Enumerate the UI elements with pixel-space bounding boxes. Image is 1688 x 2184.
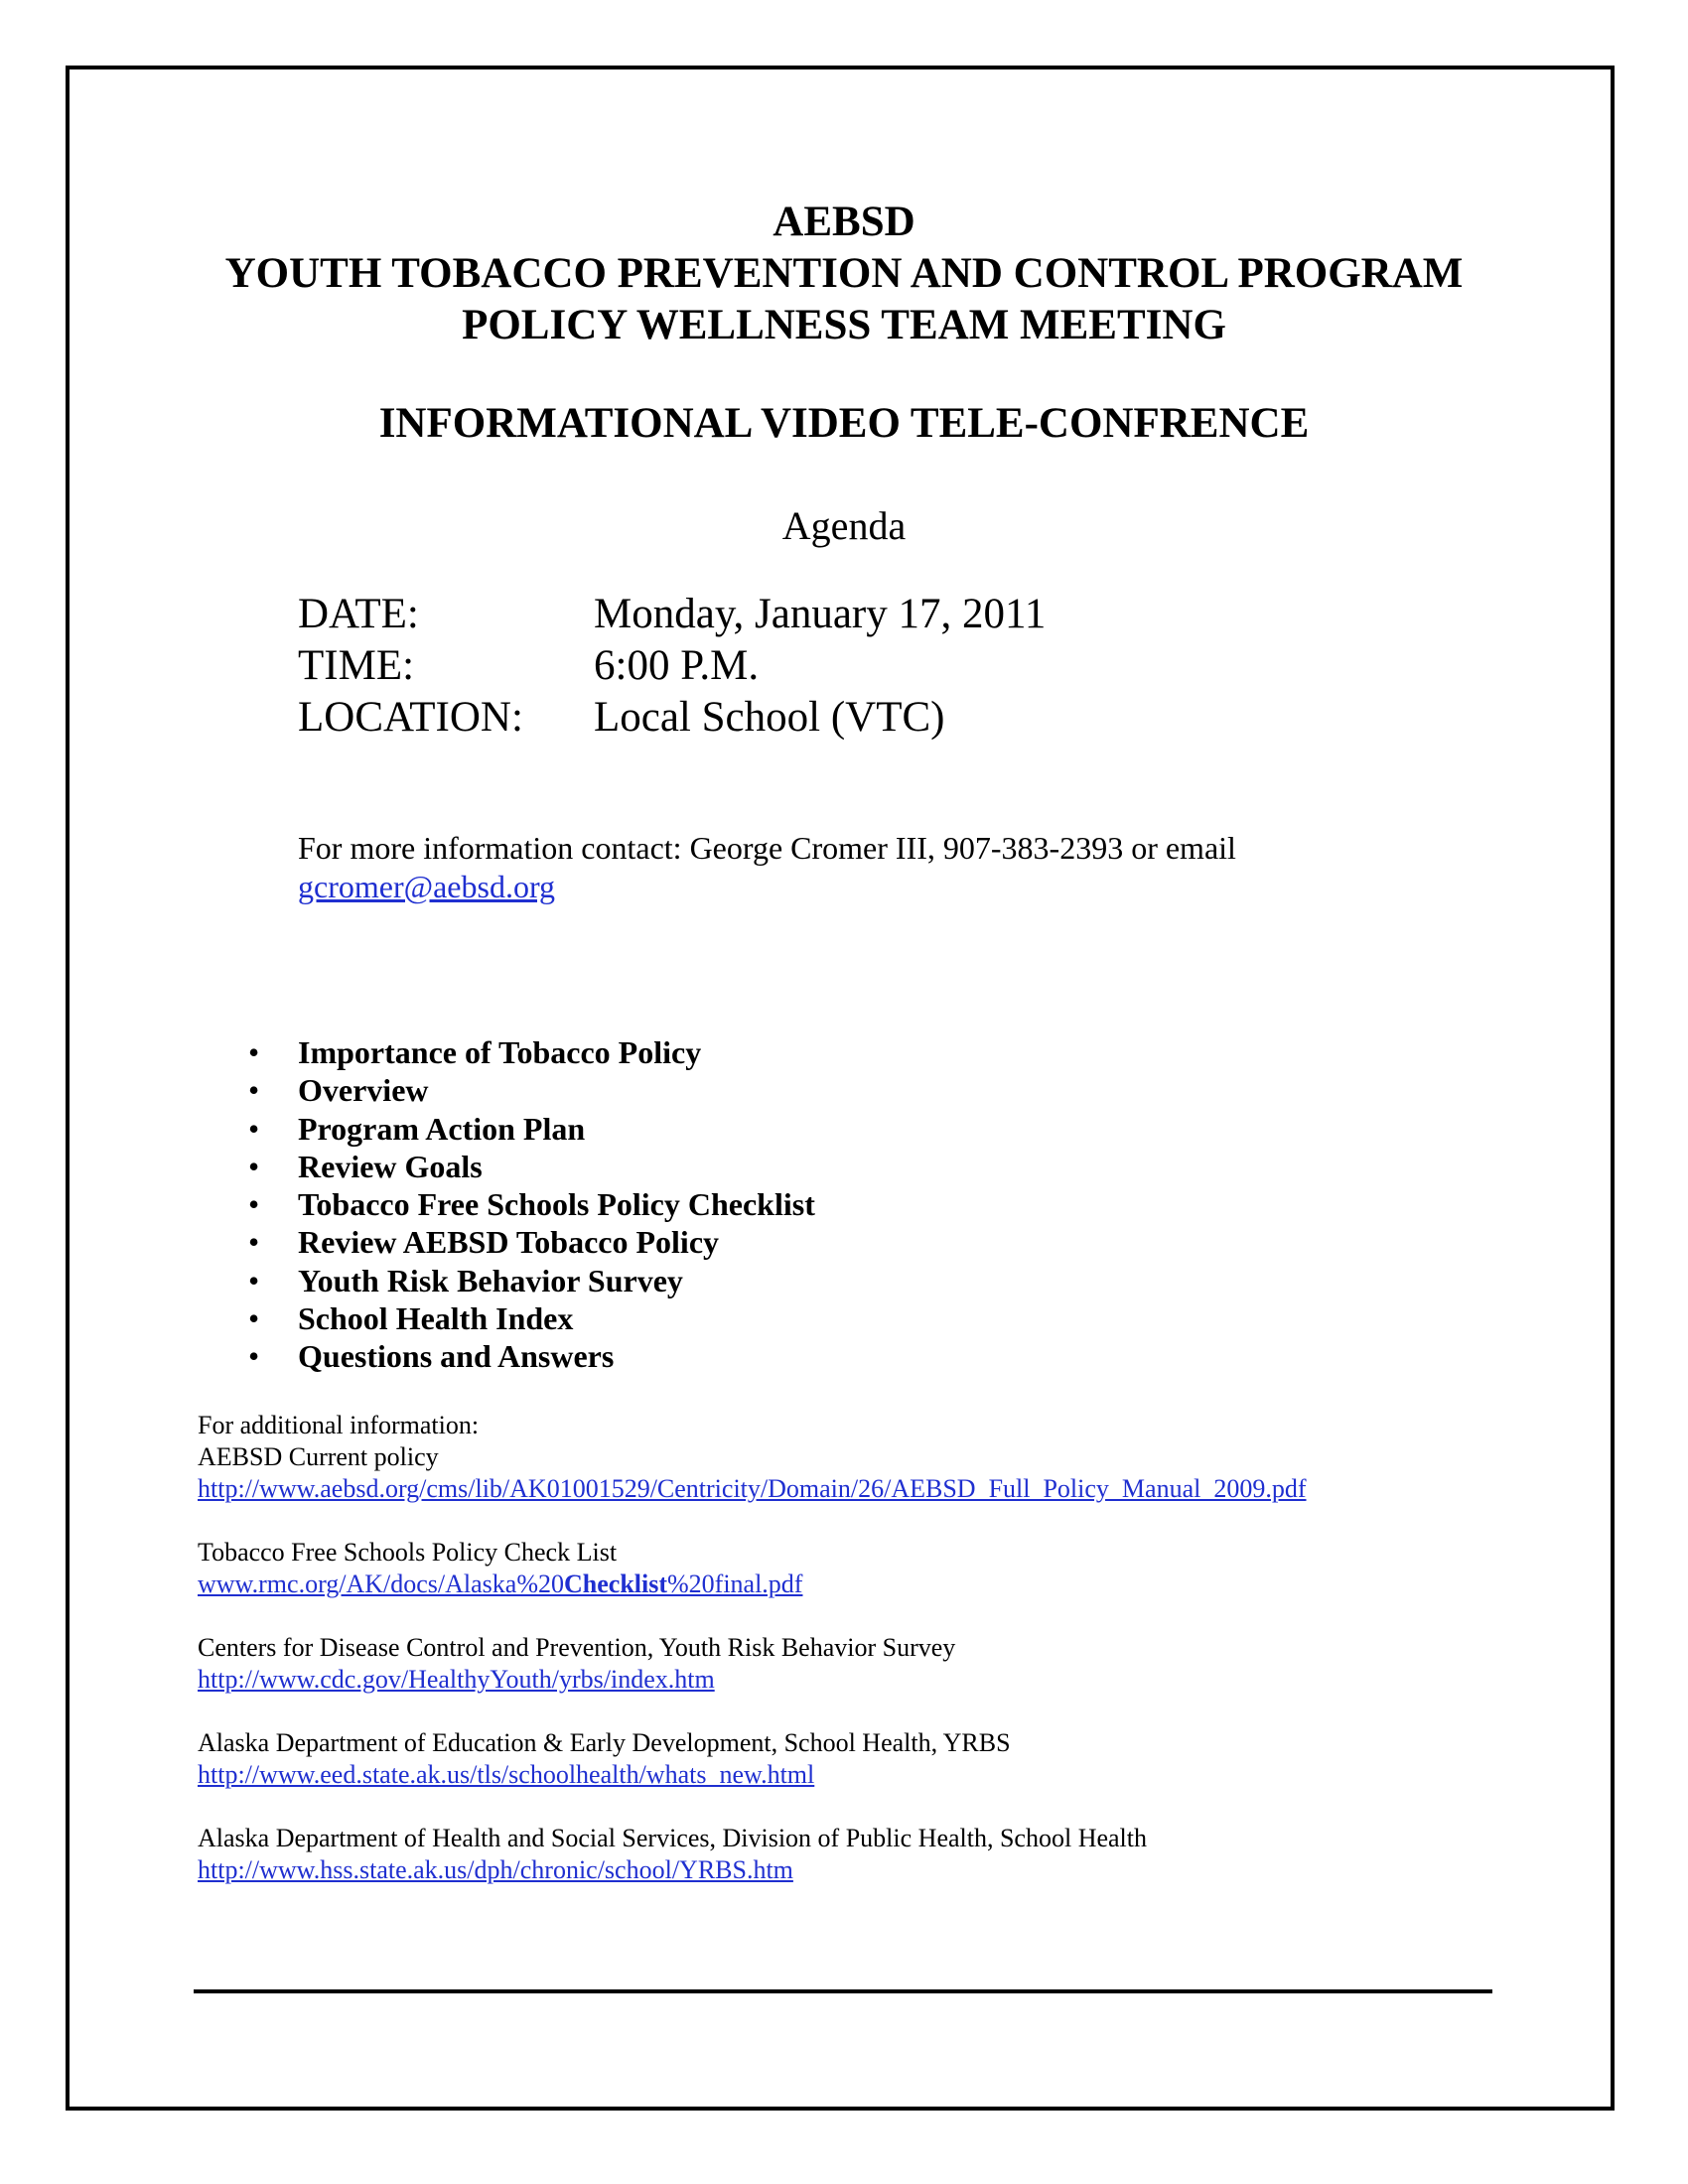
agenda-list <box>248 1033 815 1376</box>
resource-title: Centers for Disease Control and Prevention, Youth Risk Behavior Survey <box>198 1633 956 1662</box>
bullet-icon: • <box>248 1262 260 1298</box>
time-label: TIME: <box>298 642 415 689</box>
agenda-item: • Tobacco Free Schools Policy Checklist <box>248 1186 815 1223</box>
bullet-icon: • <box>248 1186 260 1223</box>
agenda-item: • Review AEBSD Tobacco Policy <box>248 1224 720 1261</box>
location-label: LOCATION: <box>298 694 523 741</box>
agenda-heading: Agenda <box>781 503 907 548</box>
subtitle: INFORMATIONAL VIDEO TELE-CONFRENCE <box>378 400 1310 447</box>
meeting-title: POLICY WELLNESS TEAM MEETING <box>462 302 1226 348</box>
resource-link[interactable]: www.rmc.org/AK/docs/Alaska%20Checklist%20final.pdf <box>198 1570 803 1598</box>
agenda-item: • Overview <box>248 1072 429 1109</box>
agenda-item: • School Health Index <box>248 1300 574 1337</box>
bullet-icon: • <box>248 1110 260 1147</box>
resource-title: Alaska Department of Education & Early Development, School Health, YRBS <box>198 1728 1011 1757</box>
resource-title: Alaska Department of Health and Social Services, Division of Public Health, School Health <box>198 1824 1147 1852</box>
resource-link[interactable]: http://www.hss.state.ak.us/dph/chronic/school/YRBS.htm <box>198 1855 793 1884</box>
bullet-icon: • <box>248 1034 260 1070</box>
time-value: 6:00 P.M. <box>594 642 760 689</box>
bullet-icon: • <box>248 1224 260 1261</box>
resource-link[interactable]: http://www.eed.state.ak.us/tls/schoolhealth/whats_new.html <box>198 1760 815 1789</box>
bullet-icon: • <box>248 1148 260 1184</box>
contact-text: For more information contact: George Cromer III, 907-383-2393 or email <box>298 830 1236 866</box>
agenda-item: • Importance of Tobacco Policy <box>248 1034 702 1070</box>
resource-title: Tobacco Free Schools Policy Check List <box>198 1538 618 1567</box>
resource-title: AEBSD Current policy <box>198 1442 439 1471</box>
footer-rule <box>194 1989 1492 1993</box>
resource-cdc-yrbs <box>198 1632 955 1696</box>
resource-eed <box>198 1727 1011 1791</box>
resource-checklist <box>198 1537 802 1600</box>
resources-intro: For additional information: <box>198 1411 480 1439</box>
bullet-icon: • <box>248 1338 260 1375</box>
agenda-item: • Program Action Plan <box>248 1110 586 1147</box>
bullet-icon: • <box>248 1300 260 1337</box>
contact-email-link[interactable]: gcromer@aebsd.org <box>298 869 556 904</box>
resource-hss <box>198 1823 1147 1886</box>
date-label: DATE: <box>298 591 419 637</box>
contact-block <box>298 829 1236 906</box>
agenda-item: • Youth Risk Behavior Survey <box>248 1262 683 1298</box>
location-value: Local School (VTC) <box>594 694 945 741</box>
org-title: AEBSD <box>773 199 915 245</box>
agenda-item: • Review Goals <box>248 1148 483 1184</box>
program-title: YOUTH TOBACCO PREVENTION AND CONTROL PROGRAM <box>224 250 1464 297</box>
agenda-item: • Questions and Answers <box>248 1338 615 1375</box>
bullet-icon: • <box>248 1072 260 1109</box>
resource-aebsd-policy <box>198 1441 1307 1505</box>
resource-link[interactable]: http://www.aebsd.org/cms/lib/AK01001529/Centricity/Domain/26/AEBSD_Full_Policy_Manual_2009.pdf <box>198 1474 1307 1503</box>
resource-link[interactable]: http://www.cdc.gov/HealthyYouth/yrbs/index.htm <box>198 1665 715 1694</box>
date-value: Monday, January 17, 2011 <box>594 591 1047 637</box>
